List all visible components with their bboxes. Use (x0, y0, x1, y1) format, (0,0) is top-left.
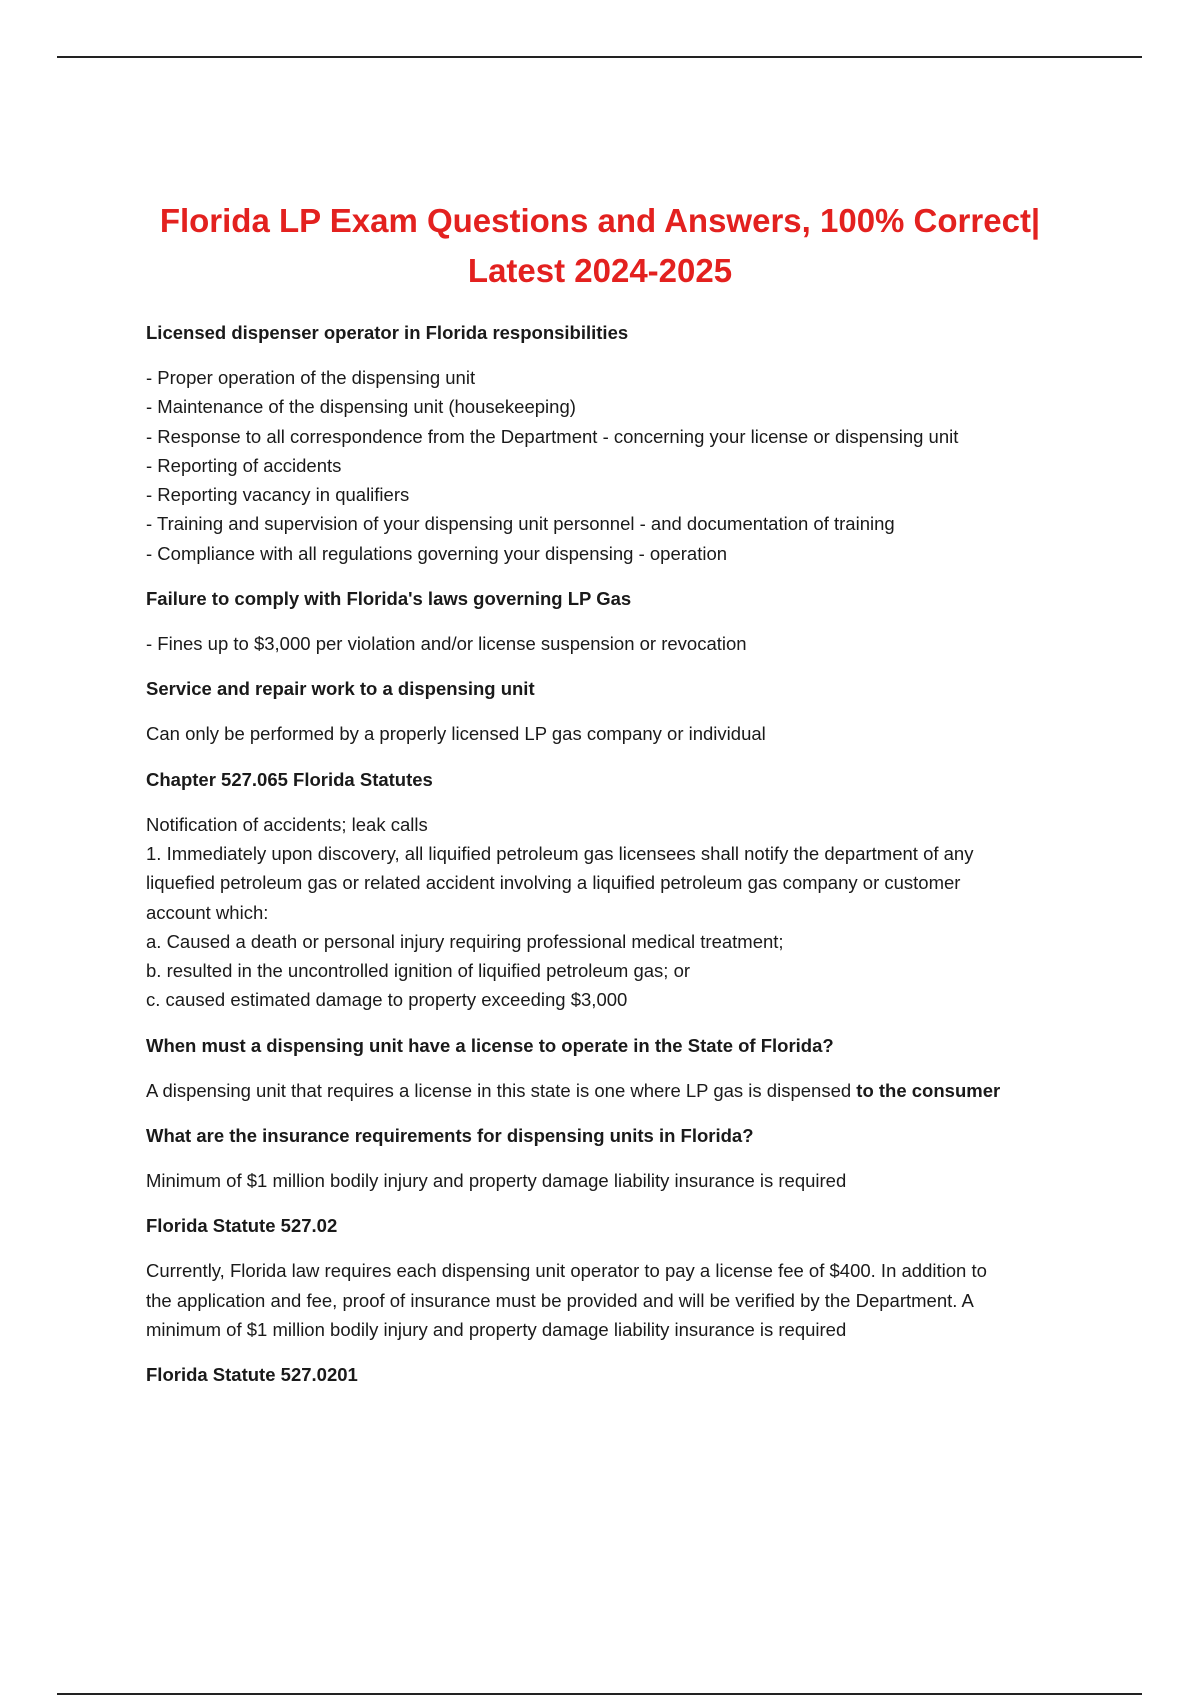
bottom-rule (57, 1693, 1142, 1695)
answer-line: account which: (146, 901, 269, 923)
answer-block (146, 629, 1086, 658)
answer-text: A dispensing unit that requires a license in this state is one where LP gas is dispensed (146, 1079, 857, 1101)
answer-block (146, 810, 1086, 1015)
answer-block (146, 1076, 1086, 1105)
question-heading: Failure to comply with Florida's laws governing LP Gas (146, 588, 632, 610)
answer-line: Currently, Florida law requires each dispensing unit operator to pay a license fee of $400. In addition to (146, 1260, 987, 1282)
answer-block (146, 1256, 1086, 1344)
answer-line (146, 1076, 1086, 1105)
top-rule (57, 56, 1142, 58)
answer-line: - Response to all correspondence from the Department - concerning your license or dispensing unit (146, 425, 959, 447)
document-title (100, 196, 1100, 296)
answer-line: 1. Immediately upon discovery, all liquified petroleum gas licensees shall notify the department of any (146, 842, 974, 864)
title-line-2: Latest 2024-2025 (467, 252, 733, 289)
answer-line: - Reporting vacancy in qualifiers (146, 484, 410, 506)
answer-line: - Compliance with all regulations governing your dispensing - operation (146, 542, 728, 564)
answer-line: Minimum of $1 million bodily injury and property damage liability insurance is required (146, 1170, 847, 1192)
question-heading: When must a dispensing unit have a license to operate in the State of Florida? (146, 1034, 834, 1056)
answer-list (146, 363, 1086, 568)
answer-emphasis: to the consumer (856, 1079, 1001, 1101)
answer-line: - Proper operation of the dispensing unit (146, 367, 476, 388)
answer-line: a. Caused a death or personal injury requiring professional medical treatment; (146, 930, 784, 952)
question-heading: Licensed dispenser operator in Florida responsibilities (146, 322, 629, 343)
title-line-1: Florida LP Exam Questions and Answers, 100% Correct| (159, 202, 1041, 239)
answer-line: b. resulted in the uncontrolled ignition of liquified petroleum gas; or (146, 960, 691, 982)
answer-block (146, 719, 1086, 748)
answer-line: Can only be performed by a properly licensed LP gas company or individual (146, 723, 766, 745)
answer-line: c. caused estimated damage to property exceeding $3,000 (146, 989, 628, 1011)
answer-line: the application and fee, proof of insurance must be provided and will be verified by the Department. A (146, 1289, 974, 1311)
answer-line: liquefied petroleum gas or related accident involving a liquified petroleum gas company or customer (146, 872, 961, 894)
answer-line: - Fines up to $3,000 per violation and/or license suspension or revocation (146, 633, 747, 655)
document-body (146, 318, 1086, 1389)
answer-line: - Reporting of accidents (146, 454, 342, 476)
question-heading: What are the insurance requirements for dispensing units in Florida? (146, 1125, 754, 1147)
question-heading: Florida Statute 527.0201 (146, 1364, 358, 1386)
answer-line: - Maintenance of the dispensing unit (housekeeping) (146, 396, 576, 418)
answer-block (146, 1166, 1086, 1195)
answer-line: - Training and supervision of your dispensing unit personnel - and documentation of training (146, 513, 895, 535)
answer-line: Notification of accidents; leak calls (146, 813, 428, 835)
question-heading: Chapter 527.065 Florida Statutes (146, 768, 433, 790)
question-heading: Florida Statute 527.02 (146, 1215, 338, 1237)
answer-line: minimum of $1 million bodily injury and property damage liability insurance is required (146, 1318, 847, 1340)
question-heading: Service and repair work to a dispensing unit (146, 678, 535, 700)
